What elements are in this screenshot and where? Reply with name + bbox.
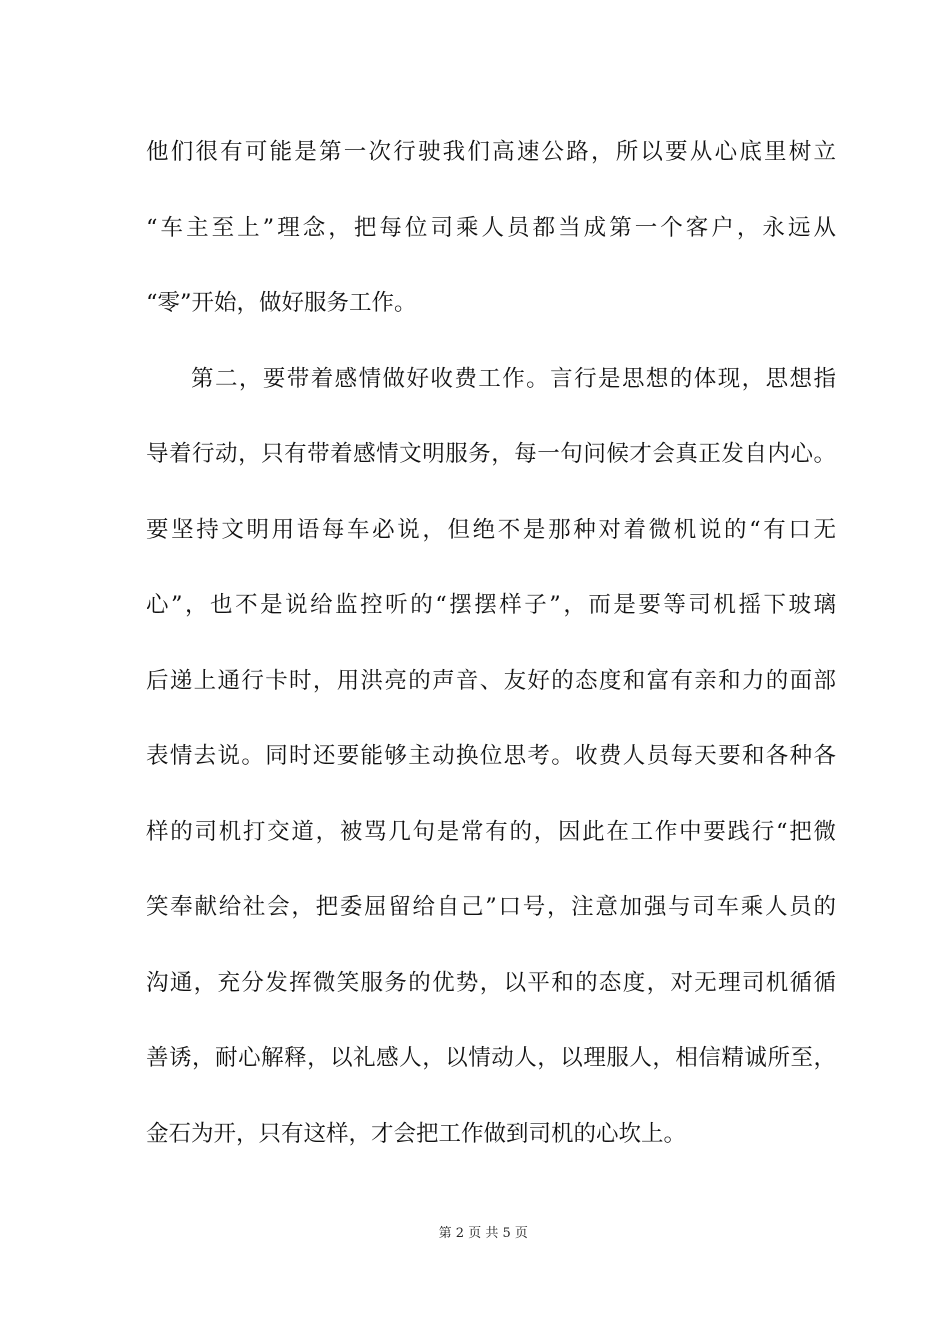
- text-line: 金石为开，只有这样，才会把工作做到司机的心坎上。: [146, 1120, 687, 1147]
- text-line: 笑奉献给社会，把委屈留给自己”口号，注意加强与司车乘人员的: [146, 894, 836, 920]
- text-line: 要坚持文明用语每车必说，但绝不是那种对着微机说的“有口无: [146, 516, 836, 543]
- page-footer: [0, 1207, 950, 1256]
- text-line: 导着行动，只有带着感情文明服务，每一句问候才会真正发自内心。: [146, 441, 836, 467]
- text-line: 他们很有可能是第一次行驶我们高速公路，所以要从心底里树立: [146, 139, 836, 165]
- text-line: 样的司机打交道，被骂几句是常有的，因此在工作中要践行“把微: [146, 818, 836, 845]
- page-number: 第 2 页 共 5 页: [438, 1226, 528, 1241]
- text-line: 善诱，耐心解释，以礼感人，以情动人，以理服人，相信精诚所至，: [146, 1045, 836, 1071]
- text-line: 表情去说。同时还要能够主动换位思考。收费人员每天要和各种各: [146, 743, 836, 769]
- body-text: [146, 133, 836, 1190]
- text-line: 后递上通行卡时，用洪亮的声音、友好的态度和富有亲和力的面部: [146, 667, 836, 694]
- text-line: “车主至上”理念，把每位司乘人员都当成第一个客户，永远从: [146, 214, 836, 241]
- text-line: 第二，要带着感情做好收费工作。言行是思想的体现，思想指: [191, 365, 836, 392]
- text-line: 心”，也不是说给监控听的“摆摆样子”，而是要等司机摇下玻璃: [146, 592, 836, 618]
- text-line: “零”开始，做好服务工作。: [146, 290, 417, 316]
- text-line: 沟通，充分发挥微笑服务的优势，以平和的态度，对无理司机循循: [146, 969, 836, 996]
